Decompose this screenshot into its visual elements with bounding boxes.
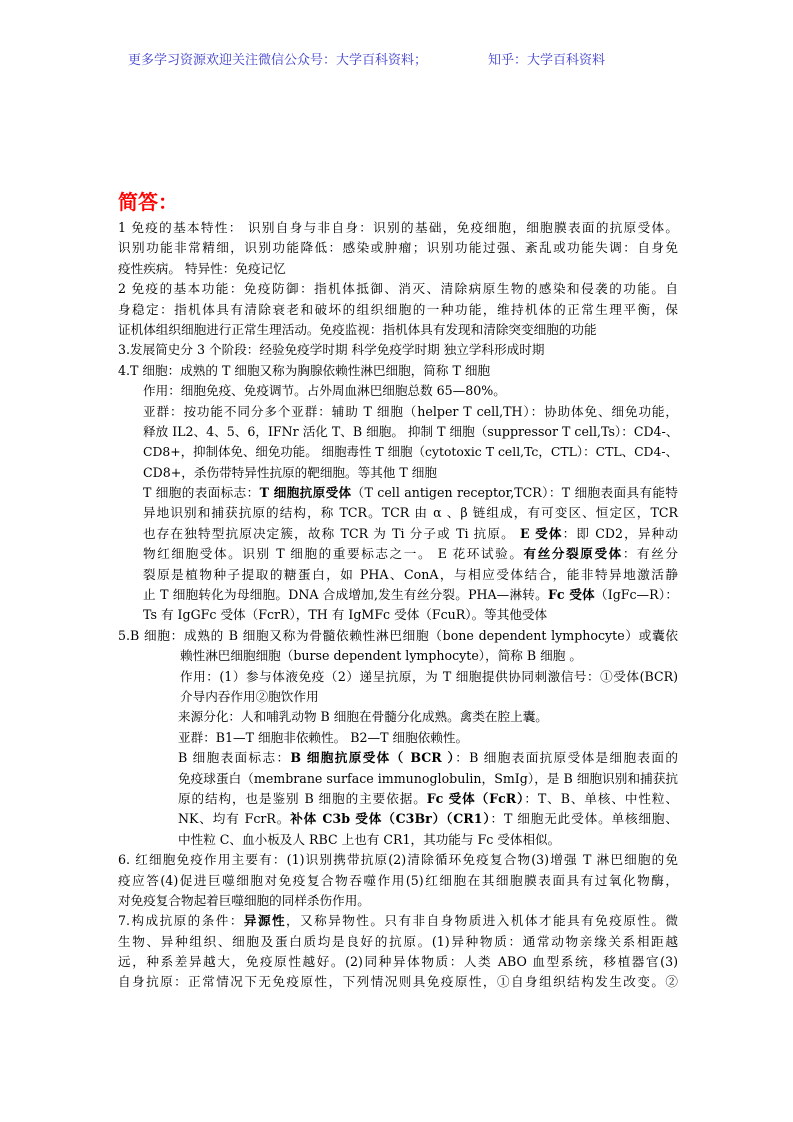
text-line: 介导内吞作用②胞饮作用 <box>180 688 319 704</box>
text-line: 中性粒 C、血小板及人 RBC 上也有 CR1，其功能与 Fc 受体相似。 <box>178 831 561 847</box>
text-line: 也存在独特型抗原决定簇，故称 TCR 为 Ti 分子或 Ti 抗原。 E 受体：即 CD2，异种动 <box>143 525 679 541</box>
text-line: 身稳定：指机体具有清除衰老和破坏的组织细胞的一种功能，维持机体的正常生理平衡，保 <box>118 301 678 317</box>
document-body <box>118 218 678 993</box>
text-line: CD8+，杀伤带特异性抗原的靶细胞。等其他 T 细胞 <box>143 464 437 480</box>
text-line: 释放 IL2、4、5、6，IFNr 活化 T、B 细胞。 抑制 T 细胞（suppressor T cell,Ts）：CD4-、 <box>143 423 679 439</box>
header-zhihu-notice: 知乎：大学百科资料 <box>488 53 606 68</box>
term-fcr: Fc 受体（FcR） <box>426 790 525 806</box>
text-line: 疫应答(4)促进巨噬细胞对免疫复合物吞噬作用(5)红细胞在其细胞膜表面具有过氧化物酶， <box>118 872 678 888</box>
section-title: 简答： <box>118 190 178 214</box>
text-line: 赖性淋巴细胞细胞（burse dependent lymphocyte），简称 B 细胞 。 <box>180 648 582 664</box>
text-line: 裂原是植物种子提取的糖蛋白，如 PHA、ConA，与相应受体结合，能非特异地激活静 <box>143 566 678 582</box>
term-mitogen-receptor: 有丝分裂原受体 <box>523 546 623 562</box>
text-line: 4.T 细胞：成熟的 T 细胞又称为胸腺依赖性淋巴细胞，简称 T 细胞 <box>118 362 491 378</box>
text-line: 识别功能非常精细，识别功能降低：感染或肿瘤；识别功能过强、紊乱或功能失调：自身免 <box>118 240 678 256</box>
text-line: T 细胞的表面标志：T 细胞抗原受体（T cell antigen receptor,TCR）：T 细胞表面具有能特 <box>143 485 678 501</box>
text-line: 自身抗原：正常情况下无免疫原性，下列情况则具免疫原性，①自身组织结构发生改变。② <box>118 974 678 990</box>
text-line: Ts 有 IgGFc 受体（FcrR），TH 有 IgMFc 受体（FcuR）。等其他受体 <box>143 607 548 623</box>
text-line: 免疫球蛋白（membrane surface immunoglobulin，SmIg），是 B 细胞识别和捕获抗 <box>178 770 678 786</box>
term-fc-receptor: Fc 受体 <box>547 587 595 603</box>
text-line: 原的结构，也是鉴别 B 细胞的主要依据。Fc 受体（FcR）：T、B、单核、中性粒、 <box>178 790 679 806</box>
text-line: 3.发展简史分 3 个阶段：经验免疫学时期 科学免疫学时期 独立学科形成时期 <box>118 342 545 358</box>
text-line: 作用：(1）参与体液免疫（2）递呈抗原，为 T 细胞提供协同刺激信号：①受体(BCR) <box>180 668 678 684</box>
text-line: 证机体组织细胞进行正常生理活动。免疫监视：指机体具有发现和清除突变细胞的功能 <box>118 321 597 337</box>
text-line: 物红细胞受体。识别 T 细胞的重要标志之一。 E 花环试验。有丝分裂原受体：有丝分 <box>143 546 679 562</box>
term-c3b-receptor: 补体 C3b 受体（C3Br）（CR1） <box>290 811 491 827</box>
text-line: 5.B 细胞：成熟的 B 细胞又称为骨髓依赖性淋巴细胞（bone dependent lymphocyte）或囊依 <box>118 627 678 643</box>
text-line: CD8+，抑制体免、细免功能。 细胞毒性 T 细胞（cytotoxic T cell,Tc，CTL）：CTL、CD4-、 <box>143 444 678 460</box>
text-line: 生物、异种组织、细胞及蛋白质均是良好的抗原。(1)异种物质：通常动物亲缘关系相距越 <box>118 933 678 949</box>
text-line: 2 免疫的基本功能：免疫防御：指机体抵御、消灭、清除病原生物的感染和侵袭的功能。自 <box>118 281 678 297</box>
term-bcr: B 细胞抗原受体（ BCR ） <box>290 750 456 766</box>
text-line: 7.构成抗原的条件：异源性，又称异物性。只有非自身物质进入机体才能具有免疫原性。微 <box>118 913 679 929</box>
text-line: B 细胞表面标志：B 细胞抗原受体（ BCR ）：B 细胞表面抗原受体是细胞表面的 <box>178 750 678 766</box>
term-e-receptor: E 受体 <box>520 525 563 541</box>
text-line: 6. 红细胞免疫作用主要有：(1)识别携带抗原(2)清除循环免疫复合物(3)增强 T 淋巴细胞的免 <box>118 852 678 868</box>
text-line: 对免疫复合物起着巨噬细胞的同样杀伤作用。 <box>118 892 370 908</box>
header-wechat-notice: 更多学习资源欢迎关注微信公众号：大学百科资料； <box>128 53 428 68</box>
text-line: 亚群：B1—T 细胞非依赖性。 B2—T 细胞依赖性。 <box>178 729 469 745</box>
text-line: 作用：细胞免疫、免疫调节。占外周血淋巴细胞总数 65—80%。 <box>143 383 506 399</box>
text-line: 异地识别和捕获抗原的结构，称 TCR。TCR 由 α 、β 链组成，有可变区、恒定区，TCR <box>143 505 678 521</box>
text-line: 来源分化：人和哺乳动物 B 细胞在骨髓分化成熟。禽类在腔上囊。 <box>178 709 548 725</box>
term-tcr: T 细胞抗原受体 <box>259 485 352 501</box>
text-line: 止 T 细胞转化为母细胞。DNA 合成增加,发生有丝分裂。PHA—淋转。Fc 受体（IgFc—R）： <box>143 587 678 603</box>
text-line: 远，种系差异越大，免疫原性越好。(2)同种异体物质：人类 ABO 血型系统，移植器官(3) <box>118 954 678 970</box>
text-line: 亚群：按功能不同分多个亚群：辅助 T 细胞（helper T cell,TH）：协助体免、细免功能， <box>143 403 678 419</box>
term-heterogeneity: 异源性 <box>243 913 287 929</box>
text-line: NK、均有 FcrR。补体 C3b 受体（C3Br）（CR1）：T 细胞无此受体。单核细胞、 <box>178 811 678 827</box>
text-line: 1 免疫的基本特性： 识别自身与非自身：识别的基础，免疫细胞，细胞膜表面的抗原受体。 <box>118 220 678 235</box>
text-line: 疫性疾病。 特异性：免疫记忆 <box>118 260 286 276</box>
page-header <box>0 49 793 69</box>
